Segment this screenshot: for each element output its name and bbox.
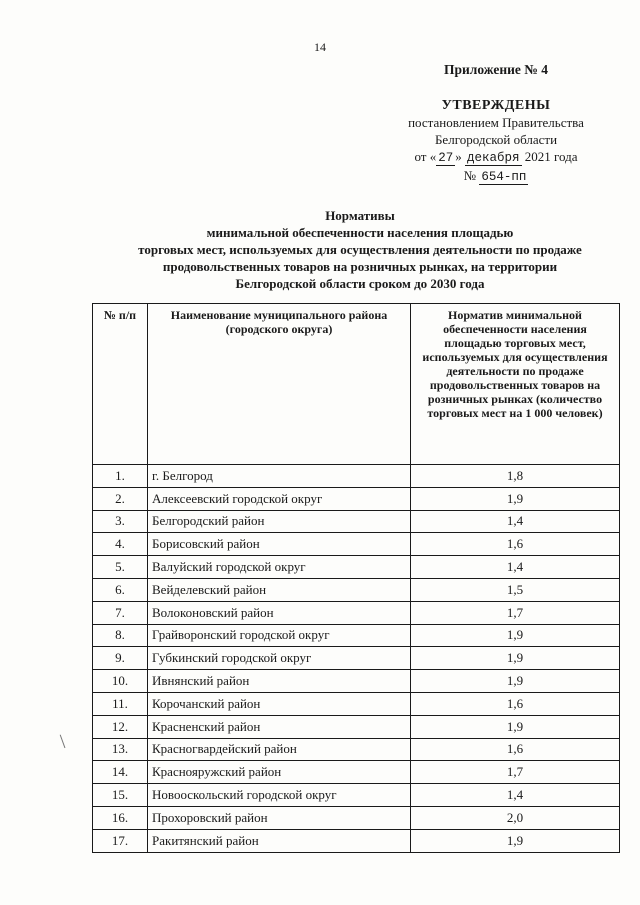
title-line-5: Белгородской области сроком до 2030 года — [235, 276, 485, 291]
row-value: 1,9 — [411, 647, 620, 670]
row-name: Губкинский городской округ — [148, 647, 411, 670]
title-line-2: минимальной обеспеченности населения площадью — [206, 225, 514, 240]
table-row — [93, 624, 620, 647]
table-row — [93, 829, 620, 852]
date-day: 27 — [438, 151, 454, 165]
title-line-1: Нормативы — [325, 208, 395, 223]
row-name: Корочанский район — [148, 692, 411, 715]
table-row — [93, 738, 620, 761]
row-number: 3. — [93, 510, 148, 533]
date-prefix: от « — [414, 149, 437, 164]
approved-label: УТВЕРЖДЕНЫ — [441, 98, 551, 113]
table-row — [93, 556, 620, 579]
table-row — [93, 647, 620, 670]
date-suffix: 2021 года — [524, 149, 578, 164]
row-name: Ивнянский район — [148, 670, 411, 693]
table-row — [93, 806, 620, 829]
row-value: 1,9 — [411, 829, 620, 852]
row-number: 12. — [93, 715, 148, 738]
row-number: 2. — [93, 487, 148, 510]
row-number: 14. — [93, 761, 148, 784]
table-row — [93, 692, 620, 715]
row-name: Алексеевский городской округ — [148, 487, 411, 510]
row-name: Валуйский городской округ — [148, 556, 411, 579]
row-name: Красненский район — [148, 715, 411, 738]
row-number: 15. — [93, 784, 148, 807]
table-row — [93, 510, 620, 533]
row-name: Вейделевский район — [148, 578, 411, 601]
row-value: 1,4 — [411, 510, 620, 533]
row-value: 1,8 — [411, 465, 620, 488]
row-value: 1,7 — [411, 601, 620, 624]
approval-block — [380, 62, 612, 186]
row-number: 10. — [93, 670, 148, 693]
number-value: 654-пп — [481, 170, 527, 184]
row-name: Волоконовский район — [148, 601, 411, 624]
approval-date — [380, 148, 612, 167]
row-name: Новооскольский городской округ — [148, 784, 411, 807]
row-number: 5. — [93, 556, 148, 579]
row-value: 1,4 — [411, 556, 620, 579]
table-row — [93, 601, 620, 624]
header-value: Норматив минимальной обеспеченности населения площадью торговых мест, используемых для осуществления деятельности по продаже продовольственных товаров на розничных рынках (количество торговых мест на 1 000 человек) — [411, 304, 620, 465]
row-value: 2,0 — [411, 806, 620, 829]
row-name: г. Белгород — [148, 465, 411, 488]
table-row — [93, 715, 620, 738]
row-value: 1,6 — [411, 738, 620, 761]
row-number: 1. — [93, 465, 148, 488]
norms-table — [92, 303, 620, 853]
table-header-row — [93, 304, 620, 465]
date-mid: » — [455, 149, 462, 164]
row-number: 6. — [93, 578, 148, 601]
row-name: Ракитянский район — [148, 829, 411, 852]
row-name: Красногвардейский район — [148, 738, 411, 761]
row-value: 1,4 — [411, 784, 620, 807]
date-month: декабря — [466, 151, 520, 165]
row-value: 1,9 — [411, 487, 620, 510]
table-row — [93, 670, 620, 693]
appendix-label: Приложение № 4 — [444, 62, 548, 77]
number-prefix: № — [463, 168, 477, 183]
row-value: 1,6 — [411, 533, 620, 556]
row-value: 1,9 — [411, 715, 620, 738]
row-number: 4. — [93, 533, 148, 556]
row-number: 8. — [93, 624, 148, 647]
table-row — [93, 533, 620, 556]
row-name: Белгородский район — [148, 510, 411, 533]
header-name: Наименование муниципального района (городского округа) — [148, 304, 411, 465]
row-number: 9. — [93, 647, 148, 670]
row-number: 7. — [93, 601, 148, 624]
row-value: 1,6 — [411, 692, 620, 715]
table-row — [93, 761, 620, 784]
table-row — [93, 487, 620, 510]
row-number: 17. — [93, 829, 148, 852]
title-line-3: торговых мест, используемых для осуществления деятельности по продаже — [138, 242, 582, 257]
header-num: № п/п — [93, 304, 148, 465]
document-title — [90, 207, 630, 292]
row-number: 13. — [93, 738, 148, 761]
table-row — [93, 784, 620, 807]
row-number: 11. — [93, 692, 148, 715]
row-value: 1,7 — [411, 761, 620, 784]
row-number: 16. — [93, 806, 148, 829]
approval-line-1: постановлением Правительства — [408, 115, 584, 130]
row-name: Прохоровский район — [148, 806, 411, 829]
table-row — [93, 465, 620, 488]
row-value: 1,9 — [411, 670, 620, 693]
approval-line-2: Белгородской области — [434, 132, 558, 147]
row-name: Грайворонский городской округ — [148, 624, 411, 647]
scan-mark — [60, 734, 68, 748]
row-name: Борисовский район — [148, 533, 411, 556]
row-value: 1,9 — [411, 624, 620, 647]
row-value: 1,5 — [411, 578, 620, 601]
table-row — [93, 578, 620, 601]
page-number: 14 — [314, 40, 326, 54]
approval-number — [380, 167, 612, 186]
row-name: Краснояружский район — [148, 761, 411, 784]
title-line-4: продовольственных товаров на розничных рынках, на территории — [162, 259, 558, 274]
